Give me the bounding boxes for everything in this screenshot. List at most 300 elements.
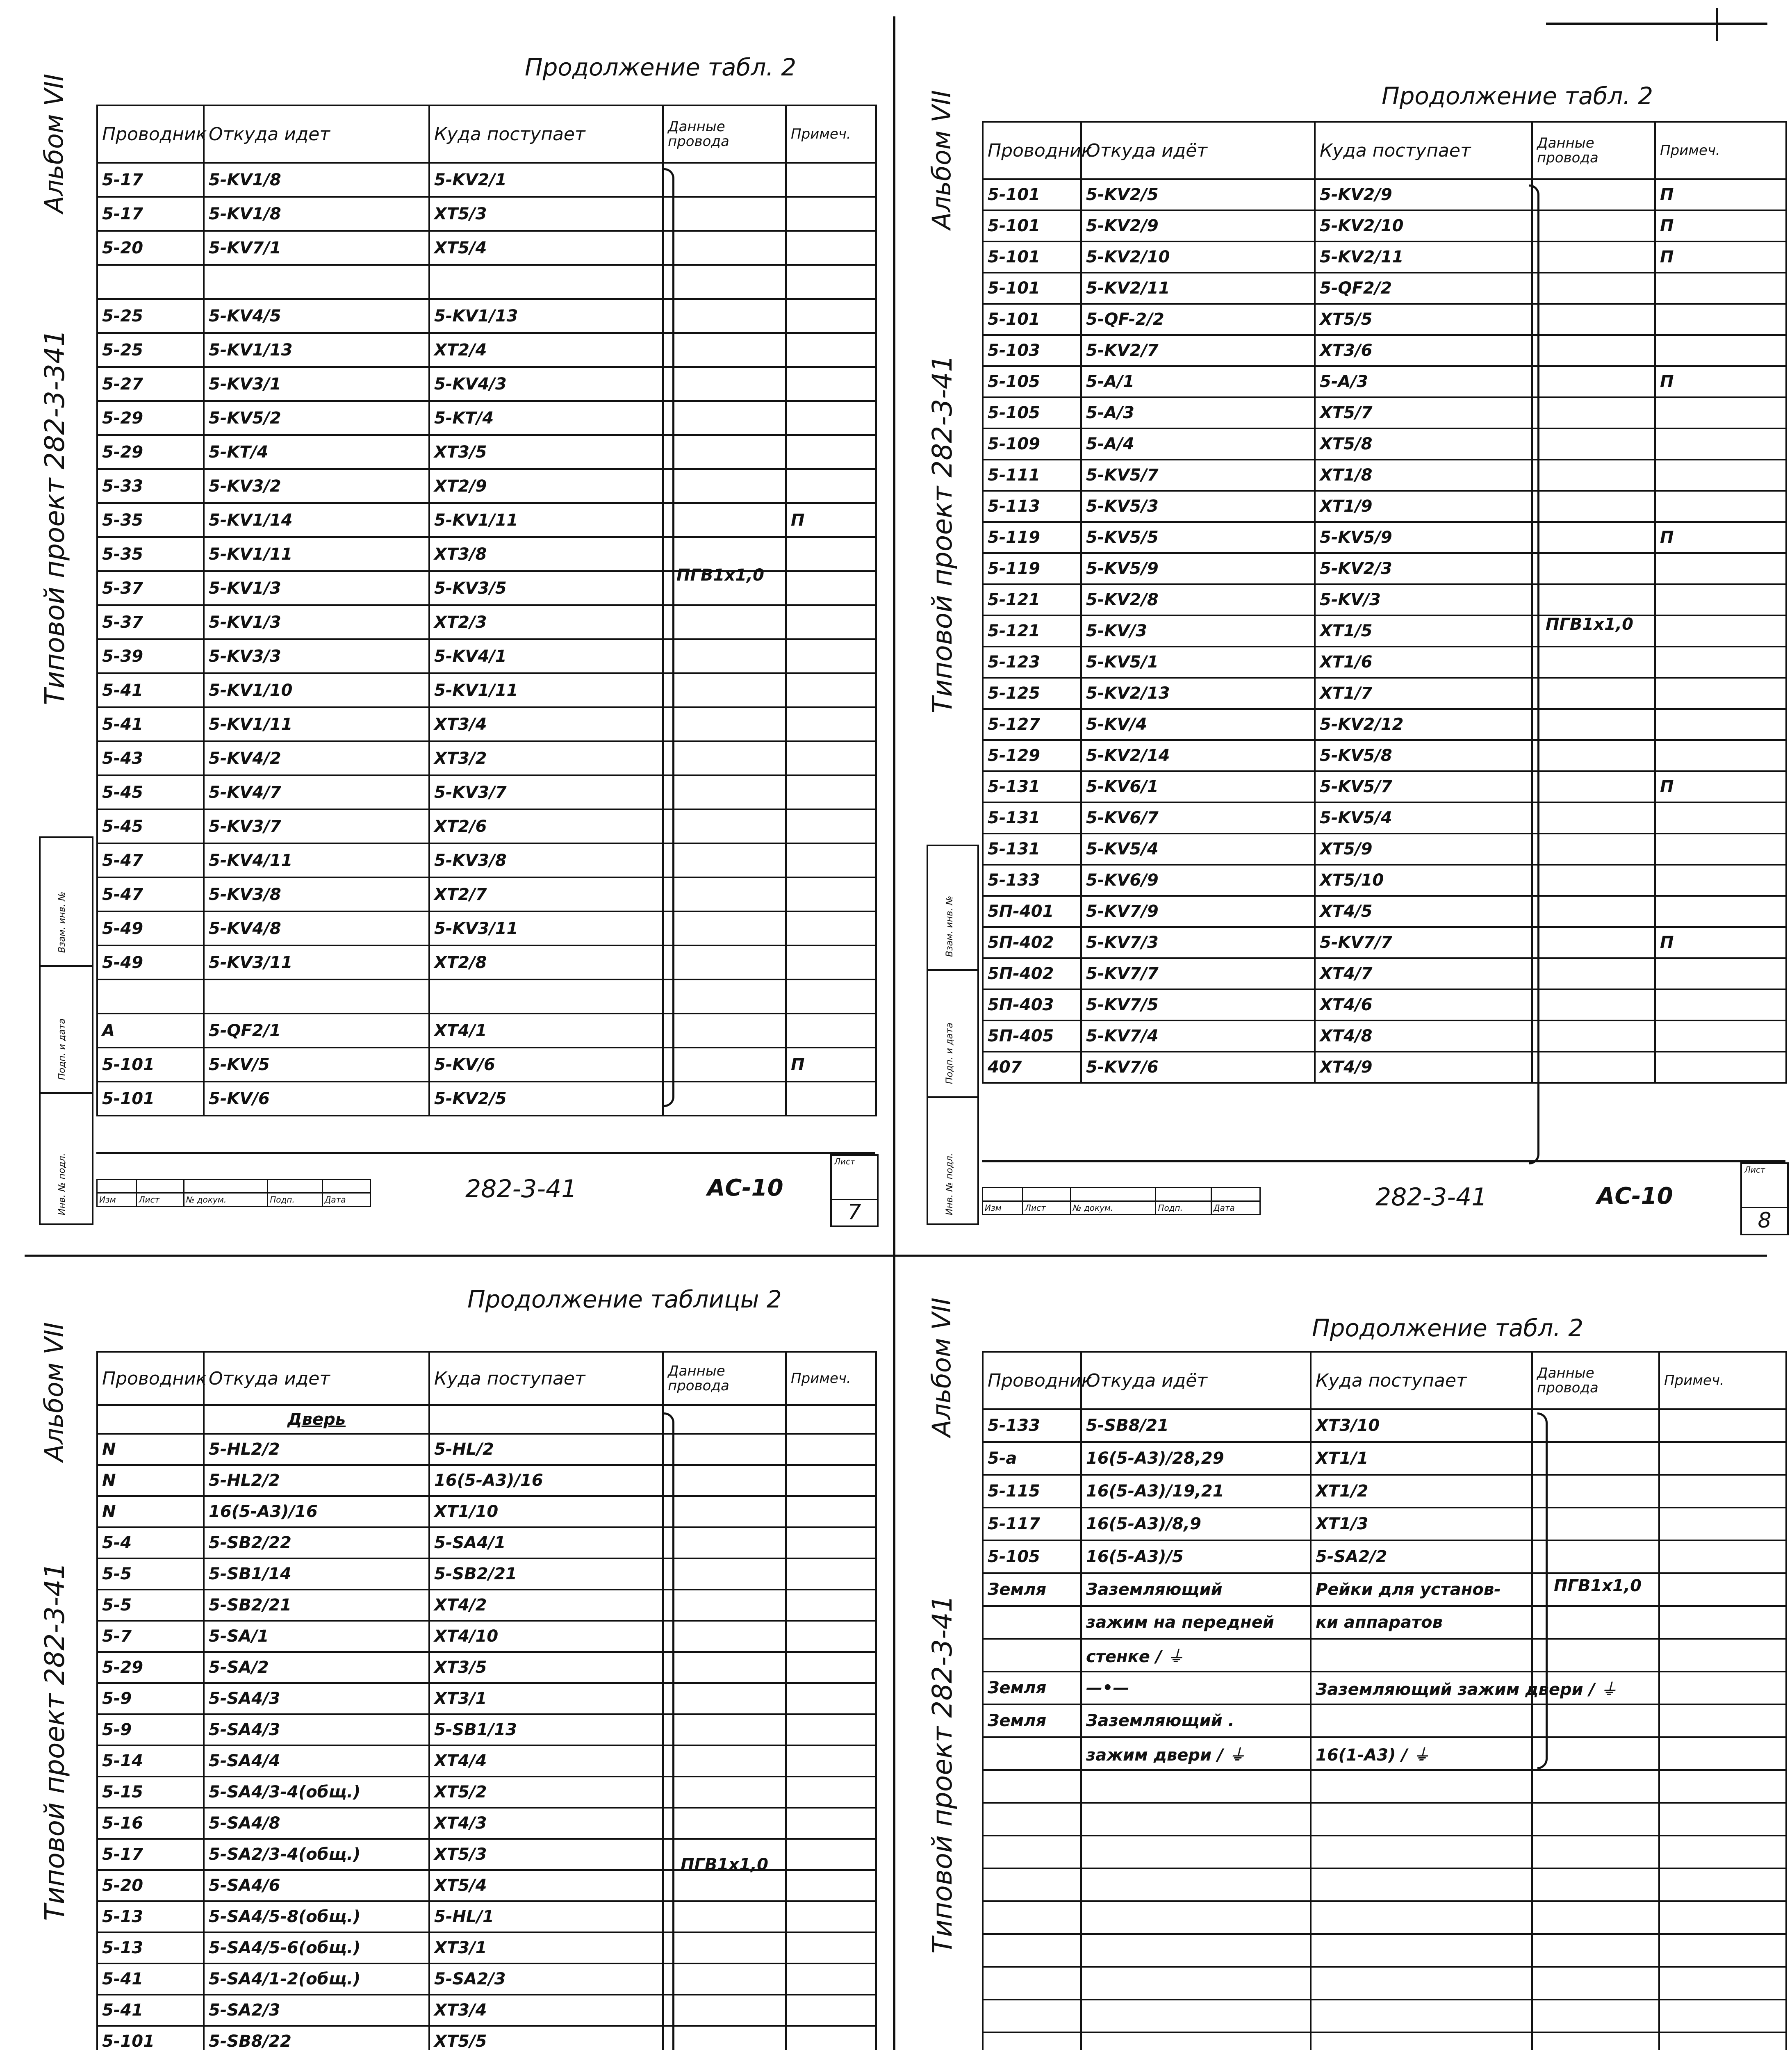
cell-wire-data: [663, 1714, 786, 1745]
cell-note: [1659, 1672, 1786, 1704]
cell-conductor: [983, 1737, 1081, 1770]
cell-note: [1655, 958, 1786, 989]
cell-wire-data: [1532, 1704, 1659, 1737]
cell-note: [1655, 491, 1786, 522]
cell-from: 5-SB1/14: [204, 1558, 429, 1590]
cell-from: 5-KV2/11: [1081, 273, 1315, 304]
table-row: [983, 1442, 1786, 1475]
cell-note: [786, 877, 876, 911]
cell-wire-data: [1532, 834, 1655, 865]
cell-to: [1311, 1639, 1532, 1672]
sheet-number-box: [1740, 1162, 1789, 1235]
cell-note: [1659, 1639, 1786, 1672]
cell-to: 5-HL/2: [429, 1434, 663, 1465]
table-row: [983, 428, 1786, 460]
side-project-label: Типовой проект 282-3-41: [927, 355, 958, 713]
cell-to: XT5/10: [1315, 865, 1532, 896]
cell-note: [786, 231, 876, 265]
col-header-note: Примеч.: [1655, 122, 1786, 179]
cell-wire-data: [663, 775, 786, 809]
cell-conductor: 5-37: [97, 605, 204, 639]
cell-from: 5-KV5/1: [1081, 647, 1315, 678]
cell-conductor: [983, 1770, 1081, 1803]
table-row: [97, 741, 876, 775]
cell-wire-data: [663, 1590, 786, 1621]
col-header-note: Примеч.: [786, 1352, 876, 1405]
sheet-9: [0, 1257, 894, 2050]
cell-to: 5-KV4/3: [429, 367, 663, 401]
cell-from: 5-KV4/11: [204, 843, 429, 877]
cell-conductor: 5-45: [97, 809, 204, 843]
cell-to: XT3/4: [429, 707, 663, 741]
cell-conductor: [983, 1868, 1081, 1901]
col-header-to: Куда поступает: [429, 1352, 663, 1405]
cell-note: [786, 843, 876, 877]
cell-wire-data: [1532, 397, 1655, 428]
sheet-8: [898, 0, 1792, 1255]
cell-conductor: 5-5: [97, 1558, 204, 1590]
cell-to: 5-KV2/11: [1315, 241, 1532, 273]
cell-from: 5-SA4/1-2(общ.): [204, 1963, 429, 1995]
cell-wire-data: [1532, 1934, 1659, 1967]
cell-wire-data: [1532, 1020, 1655, 1052]
table-row: [983, 304, 1786, 335]
cell-wire-data: [1532, 1409, 1659, 1442]
cell-from: 5-KV/4: [1081, 709, 1315, 740]
cell-from: 5-KV5/5: [1081, 522, 1315, 553]
table-row: [983, 2000, 1786, 2032]
table-row: [97, 639, 876, 673]
table-row: [97, 1014, 876, 1048]
cell-from: [204, 265, 429, 299]
cell-from: 5-KV3/8: [204, 877, 429, 911]
table-row: [983, 366, 1786, 397]
cell-note: [1655, 709, 1786, 740]
cell-from: 16(5-A3)/16: [204, 1496, 429, 1527]
cell-to: [1311, 1868, 1532, 1901]
cell-to: XT3/2: [429, 741, 663, 775]
cell-wire-data: [663, 265, 786, 299]
table-row: [983, 865, 1786, 896]
cell-conductor: 5-125: [983, 678, 1081, 709]
cell-from: 16(5-A3)/8,9: [1081, 1508, 1311, 1540]
cell-note: [1655, 834, 1786, 865]
cell-note: [786, 809, 876, 843]
table-row: [97, 1082, 876, 1116]
document-code: АС-10: [707, 1175, 783, 1201]
cell-conductor: 5-131: [983, 771, 1081, 802]
cell-note: [786, 163, 876, 197]
cell-conductor: 5-131: [983, 834, 1081, 865]
cell-note: П: [1655, 522, 1786, 553]
cell-from: 5-KV3/2: [204, 469, 429, 503]
cell-wire-data: [1532, 958, 1655, 989]
cell-wire-data: [663, 979, 786, 1014]
table-row: [97, 435, 876, 469]
cell-conductor: 5-25: [97, 333, 204, 367]
cell-note: [786, 673, 876, 707]
cell-conductor: 5-101: [983, 273, 1081, 304]
cell-from: 5-SA4/5-6(общ.): [204, 1932, 429, 1963]
cell-to: XT3/8: [429, 537, 663, 571]
cell-from: 5-KV1/3: [204, 571, 429, 605]
cell-to: [1311, 1934, 1532, 1967]
cell-to: XT2/4: [429, 333, 663, 367]
cell-note: П: [1655, 771, 1786, 802]
cell-wire-data: [1532, 1508, 1659, 1540]
cell-from: 5-HL2/2: [204, 1465, 429, 1496]
cell-note: [1655, 865, 1786, 896]
wiring-table: [982, 1351, 1787, 2050]
cell-from: 5-KV5/9: [1081, 553, 1315, 584]
cell-conductor: 5-17: [97, 163, 204, 197]
cell-wire-data: [1532, 241, 1655, 273]
cell-from: 5-A/3: [1081, 397, 1315, 428]
cell-from: 5-KV4/5: [204, 299, 429, 333]
cell-wire-data: [663, 877, 786, 911]
table-row: [983, 491, 1786, 522]
cell-wire-data: [663, 741, 786, 775]
cell-to: XT3/5: [429, 435, 663, 469]
table-row: [97, 945, 876, 979]
cell-conductor: 5-49: [97, 945, 204, 979]
cell-conductor: 5-13: [97, 1932, 204, 1963]
title-block-grid: [982, 1187, 1261, 1215]
cell-conductor: 5-105: [983, 1540, 1081, 1573]
col-header-conductor: Проводник: [983, 122, 1081, 179]
cell-conductor: 5-5: [97, 1590, 204, 1621]
wiring-table: [96, 105, 877, 1116]
cell-wire-data: [1532, 1442, 1659, 1475]
cell-from: 16(5-A3)/19,21: [1081, 1475, 1311, 1508]
cell-note: [786, 639, 876, 673]
cell-to: 5-KV2/10: [1315, 210, 1532, 241]
cell-conductor: Земля: [983, 1672, 1081, 1704]
cell-to: XT1/8: [1315, 460, 1532, 491]
cell-conductor: 5-101: [983, 210, 1081, 241]
cell-conductor: 5-9: [97, 1683, 204, 1714]
cell-conductor: 5-a: [983, 1442, 1081, 1475]
cell-to: XT1/9: [1315, 491, 1532, 522]
table-row: [983, 553, 1786, 584]
side-album-label: Альбом VII: [39, 1322, 69, 1462]
cell-conductor: 5-41: [97, 1995, 204, 2026]
cell-wire-data: [663, 1014, 786, 1048]
cell-conductor: 5-121: [983, 584, 1081, 615]
cell-wire-data: [1532, 1606, 1659, 1639]
table-row: [97, 401, 876, 435]
cell-wire-data: [1532, 802, 1655, 834]
table-row: [983, 460, 1786, 491]
cell-conductor: [983, 1606, 1081, 1639]
cell-note: [786, 1839, 876, 1870]
table-row: [983, 522, 1786, 553]
cell-conductor: 5-111: [983, 460, 1081, 491]
cell-from: 5-KV5/7: [1081, 460, 1315, 491]
table-row: [983, 1836, 1786, 1868]
sheet-7: [0, 0, 894, 1255]
cell-conductor: 5-41: [97, 1963, 204, 1995]
cell-wire-data: [1532, 1901, 1659, 1934]
cell-wire-data: [663, 1621, 786, 1652]
side-album-label: Альбом VII: [39, 73, 69, 213]
table-row: [983, 397, 1786, 428]
cell-conductor: 5-17: [97, 1839, 204, 1870]
cell-to: [1311, 2032, 1532, 2050]
cell-conductor: 5-121: [983, 615, 1081, 647]
cell-note: [1655, 553, 1786, 584]
cell-from: [1081, 1836, 1311, 1868]
cell-note: [786, 1870, 876, 1901]
cell-note: [786, 911, 876, 945]
cell-note: П: [1655, 241, 1786, 273]
side-stamp-box: [927, 845, 979, 1225]
cell-from: Заземляющий: [1081, 1573, 1311, 1606]
cell-note: [1655, 802, 1786, 834]
table-row: [983, 834, 1786, 865]
table-row: [97, 231, 876, 265]
cell-wire-data: [663, 2026, 786, 2050]
cell-wire-data: [663, 945, 786, 979]
cell-wire-data: [1532, 1967, 1659, 2000]
cell-note: П: [1655, 366, 1786, 397]
cell-to: XT4/1: [429, 1014, 663, 1048]
cell-to: XT2/7: [429, 877, 663, 911]
cell-wire-data: [1532, 896, 1655, 927]
cell-to: XT3/10: [1311, 1409, 1532, 1442]
cell-wire-data: [1532, 210, 1655, 241]
cell-to: XT1/2: [1311, 1475, 1532, 1508]
wire-data-brace: [664, 1412, 674, 2050]
cell-wire-data: [663, 1683, 786, 1714]
cell-note: [1655, 1020, 1786, 1052]
cell-wire-data: [663, 401, 786, 435]
cell-note: [786, 605, 876, 639]
cell-to: 5-KV1/13: [429, 299, 663, 333]
cell-conductor: [97, 979, 204, 1014]
cell-wire-data: [663, 843, 786, 877]
cell-to: 5-SB2/21: [429, 1558, 663, 1590]
table-row: [97, 1901, 876, 1932]
cell-note: [786, 333, 876, 367]
wire-data-label: ПГВ1х1,0: [1554, 1576, 1642, 1595]
cell-conductor: 5-103: [983, 335, 1081, 366]
cell-conductor: 5-101: [97, 1082, 204, 1116]
cell-note: [1655, 989, 1786, 1020]
cell-from: 5-KV1/10: [204, 673, 429, 707]
table-body: [983, 179, 1786, 1083]
table-row: [983, 958, 1786, 989]
cell-note: [786, 1901, 876, 1932]
wire-data-label: ПГВ1х1,0: [681, 1855, 768, 1874]
cell-from: 5-KV1/8: [204, 163, 429, 197]
cell-wire-data: [1532, 2032, 1659, 2050]
cell-wire-data: [1532, 647, 1655, 678]
cell-conductor: 5-131: [983, 802, 1081, 834]
col-header-wire-data: Данные провода: [663, 105, 786, 163]
cell-from: 5-SA4/5-8(общ.): [204, 1901, 429, 1932]
cell-from: 5-SA4/3: [204, 1714, 429, 1745]
cell-to: 5-KV/3: [1315, 584, 1532, 615]
table-row: [97, 503, 876, 537]
cell-from: 5-KV1/13: [204, 333, 429, 367]
cell-from: 5-KV1/8: [204, 197, 429, 231]
side-stamp-box: [39, 836, 93, 1225]
cell-conductor: 5-133: [983, 1409, 1081, 1442]
cell-wire-data: [1532, 1868, 1659, 1901]
cell-to: XT5/5: [429, 2026, 663, 2050]
sheet-10: [898, 1257, 1792, 2050]
cell-to: [1311, 1704, 1532, 1737]
cell-to: 5-KV1/11: [429, 673, 663, 707]
cell-note: [786, 1745, 876, 1777]
stamp-cell: Дата: [322, 1193, 370, 1207]
cell-conductor: 5-4: [97, 1527, 204, 1558]
cell-from: [1081, 1934, 1311, 1967]
cell-wire-data: [1532, 1803, 1659, 1836]
cell-wire-data: [663, 299, 786, 333]
cell-conductor: [983, 1639, 1081, 1672]
cell-note: [786, 1558, 876, 1590]
stamp-cell: № докум.: [184, 1193, 268, 1207]
cell-to: XT5/9: [1315, 834, 1532, 865]
cell-from: 5-KV2/13: [1081, 678, 1315, 709]
side-stamp-label: Взам. инв. №: [57, 891, 67, 953]
cell-conductor: 5-119: [983, 553, 1081, 584]
cell-from: 5-KV7/5: [1081, 989, 1315, 1020]
cell-note: [1655, 460, 1786, 491]
title-block: [96, 1152, 875, 1224]
cell-to: XT1/6: [1315, 647, 1532, 678]
table-row: [97, 1683, 876, 1714]
cell-wire-data: [1532, 179, 1655, 210]
col-header-from: Откуда идет: [204, 1352, 429, 1405]
table-row: [983, 1639, 1786, 1672]
cell-from: 5-SB8/21: [1081, 1409, 1311, 1442]
cell-conductor: 5-101: [983, 179, 1081, 210]
cell-to: XT2/6: [429, 809, 663, 843]
side-stamp-label: Инв. № подл.: [57, 1153, 67, 1215]
table-row: [983, 615, 1786, 647]
cell-from: 5-SA2/3: [204, 1995, 429, 2026]
cell-from: 5-KV2/5: [1081, 179, 1315, 210]
cell-wire-data: [663, 1808, 786, 1839]
table-row: [97, 707, 876, 741]
cell-to: 5-KV5/4: [1315, 802, 1532, 834]
project-code: 282-3-41: [1375, 1183, 1487, 1212]
table-row: [983, 1508, 1786, 1540]
cell-to: XT4/10: [429, 1621, 663, 1652]
col-header-conductor: Проводник: [97, 1352, 204, 1405]
cell-from: 5-KV6/9: [1081, 865, 1315, 896]
cell-from: 5-QF2/1: [204, 1014, 429, 1048]
cell-conductor: 5-101: [97, 1048, 204, 1082]
cell-conductor: 5-17: [97, 197, 204, 231]
stamp-cell: Лист: [1022, 1201, 1070, 1215]
cell-conductor: 5-7: [97, 1621, 204, 1652]
table-row: [97, 809, 876, 843]
cell-note: [1655, 584, 1786, 615]
cell-from: 5-SA4/8: [204, 1808, 429, 1839]
cell-note: [1655, 273, 1786, 304]
table-row: [97, 1714, 876, 1745]
cell-to: XT2/8: [429, 945, 663, 979]
cell-to: 5-KV3/5: [429, 571, 663, 605]
side-project-label: Типовой проект 282-3-41: [927, 1595, 958, 1954]
cell-wire-data: [663, 1434, 786, 1465]
cell-note: П: [1655, 927, 1786, 958]
cell-conductor: 5-27: [97, 367, 204, 401]
cell-from: 5-KV/3: [1081, 615, 1315, 647]
cell-from: 5-KV7/9: [1081, 896, 1315, 927]
cell-wire-data: [663, 911, 786, 945]
cell-from: 5-KV3/11: [204, 945, 429, 979]
cell-to: XT4/2: [429, 1590, 663, 1621]
col-header-wire-data: Данные провода: [1532, 122, 1655, 179]
cell-note: [786, 1082, 876, 1116]
cell-wire-data: [663, 367, 786, 401]
document-code: АС-10: [1597, 1183, 1673, 1210]
cell-wire-data: [663, 1465, 786, 1496]
cell-to: XT3/5: [429, 1652, 663, 1683]
cell-conductor: 5-113: [983, 491, 1081, 522]
table-row: [983, 927, 1786, 958]
cell-note: [786, 435, 876, 469]
table-row: [97, 1558, 876, 1590]
cell-note: П: [786, 503, 876, 537]
cell-to: XT5/3: [429, 1839, 663, 1870]
table-row: [983, 802, 1786, 834]
cell-conductor: 5-115: [983, 1475, 1081, 1508]
cell-conductor: N: [97, 1465, 204, 1496]
table-row: [983, 1475, 1786, 1508]
table-row: [97, 979, 876, 1014]
cell-conductor: N: [97, 1496, 204, 1527]
cell-from: 5-KT/4: [204, 435, 429, 469]
cell-note: [786, 945, 876, 979]
cell-wire-data: [663, 435, 786, 469]
cell-note: [786, 1496, 876, 1527]
cell-to: [429, 265, 663, 299]
cell-conductor: 407: [983, 1052, 1081, 1083]
col-header-note: Примеч.: [1659, 1352, 1786, 1409]
sheet-number: 8: [1742, 1207, 1787, 1233]
cell-note: [786, 1808, 876, 1839]
table-row: [983, 1901, 1786, 1934]
side-album-label: Альбом VII: [927, 90, 956, 230]
cell-to: 5-KV3/8: [429, 843, 663, 877]
cell-to: 16(1-A3) / ⏚: [1311, 1737, 1532, 1770]
cell-to: XT5/4: [429, 231, 663, 265]
cell-to: 5-A/3: [1315, 366, 1532, 397]
cell-wire-data: [663, 197, 786, 231]
table-row: [983, 1803, 1786, 1836]
side-stamp-label: Взам. инв. №: [945, 895, 955, 957]
cell-wire-data: [1532, 522, 1655, 553]
cell-to: XT5/7: [1315, 397, 1532, 428]
col-header-to: Куда поступает: [1311, 1352, 1532, 1409]
cell-conductor: A: [97, 1014, 204, 1048]
cell-to: 5-KV5/9: [1315, 522, 1532, 553]
cell-note: [1659, 1868, 1786, 1901]
cell-from: 5-KV/5: [204, 1048, 429, 1082]
cell-note: [1659, 1836, 1786, 1868]
cell-to: XT4/3: [429, 1808, 663, 1839]
cell-to: 5-KV3/11: [429, 911, 663, 945]
cell-from: зажим на передней: [1081, 1606, 1311, 1639]
stamp-cell: Подп.: [1156, 1201, 1211, 1215]
cell-wire-data: [663, 1963, 786, 1995]
